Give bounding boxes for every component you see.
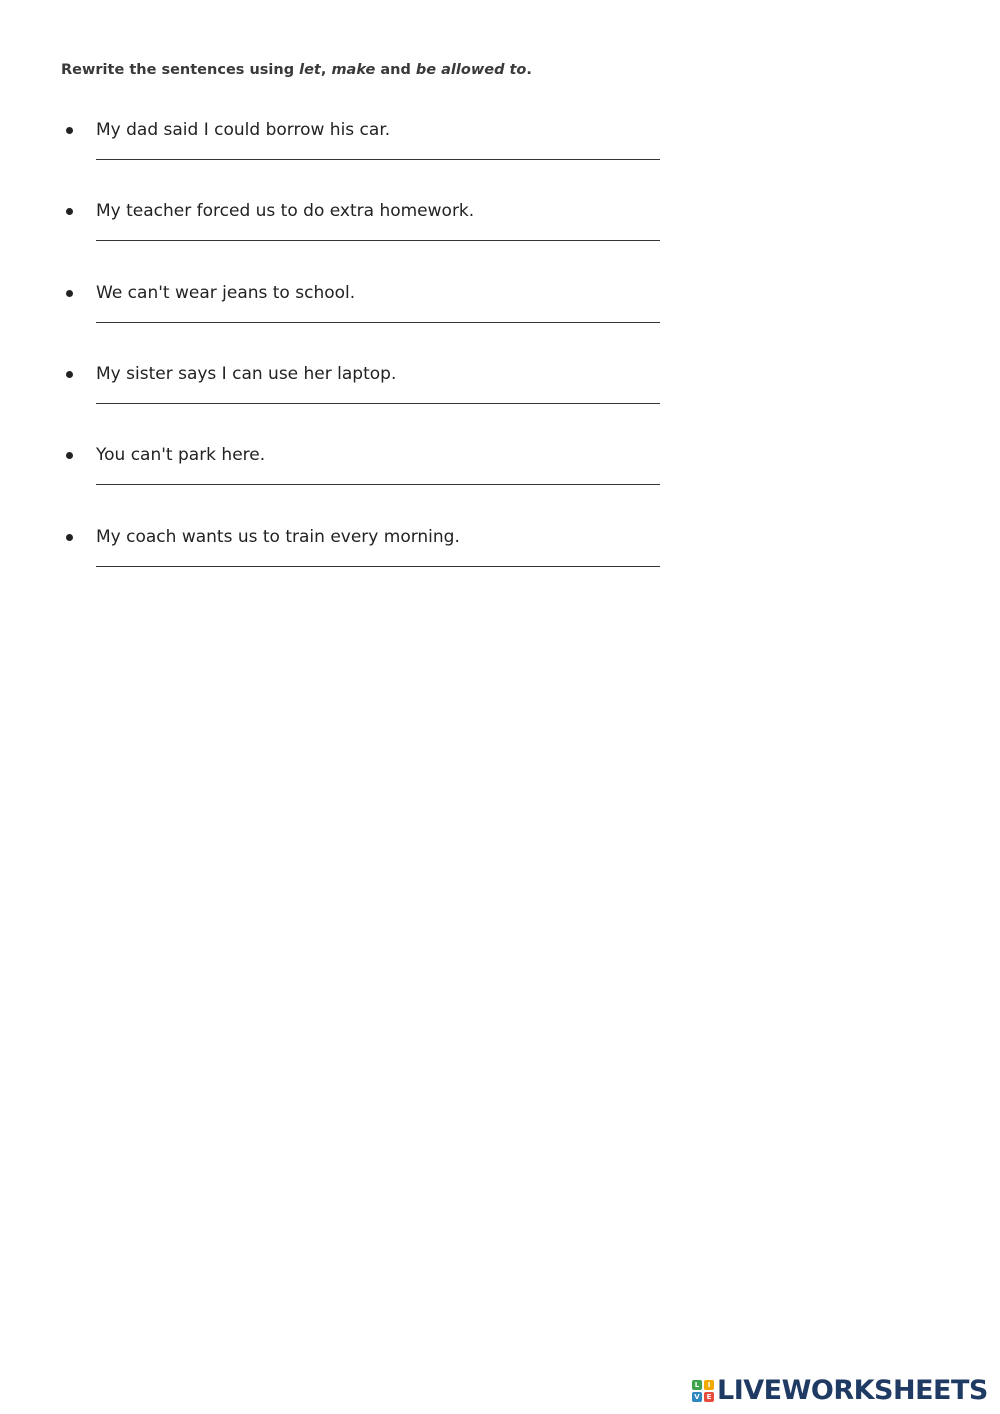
answer-input[interactable] bbox=[96, 403, 660, 404]
instruction-separator: , bbox=[320, 62, 332, 78]
sentence-text: You can't park here. bbox=[96, 445, 266, 465]
answer-input[interactable] bbox=[96, 322, 660, 323]
instruction-text bbox=[61, 61, 532, 79]
logo-text: LIVEWORKSHEETS bbox=[717, 1375, 988, 1406]
bullet-icon bbox=[66, 534, 73, 541]
list-item bbox=[60, 200, 680, 260]
bullet-icon bbox=[66, 290, 73, 297]
list-item bbox=[60, 119, 680, 179]
instruction-word-make: make bbox=[331, 62, 376, 78]
instruction-prefix: Rewrite the sentences using bbox=[61, 62, 300, 78]
sentence-text: My dad said I could borrow his car. bbox=[96, 120, 391, 140]
answer-input[interactable] bbox=[96, 240, 660, 241]
bullet-icon bbox=[66, 371, 73, 378]
list-item bbox=[60, 363, 680, 423]
list-item bbox=[60, 444, 680, 504]
instruction-suffix: . bbox=[526, 62, 532, 78]
logo-mark-icon bbox=[692, 1380, 714, 1402]
instruction-word-let: let bbox=[299, 62, 321, 78]
liveworksheets-logo bbox=[692, 1375, 988, 1407]
list-item bbox=[60, 282, 680, 342]
bullet-icon bbox=[66, 208, 73, 215]
instruction-word-be-allowed-to: be allowed to bbox=[415, 62, 527, 78]
instruction-separator: and bbox=[375, 62, 416, 78]
answer-input[interactable] bbox=[96, 159, 660, 160]
sentence-text: My coach wants us to train every morning. bbox=[96, 527, 460, 547]
list-item bbox=[60, 526, 680, 586]
answer-input[interactable] bbox=[96, 566, 660, 567]
bullet-icon bbox=[66, 127, 73, 134]
answer-input[interactable] bbox=[96, 484, 660, 485]
logo-mark-i: I bbox=[704, 1380, 714, 1390]
logo-mark-l: L bbox=[692, 1380, 702, 1390]
logo-mark-e: E bbox=[704, 1392, 714, 1402]
sentence-text: My teacher forced us to do extra homework. bbox=[96, 201, 475, 221]
logo-mark-v: V bbox=[692, 1392, 702, 1402]
sentence-text: We can't wear jeans to school. bbox=[96, 283, 356, 303]
sentence-text: My sister says I can use her laptop. bbox=[96, 364, 397, 384]
bullet-icon bbox=[66, 452, 73, 459]
